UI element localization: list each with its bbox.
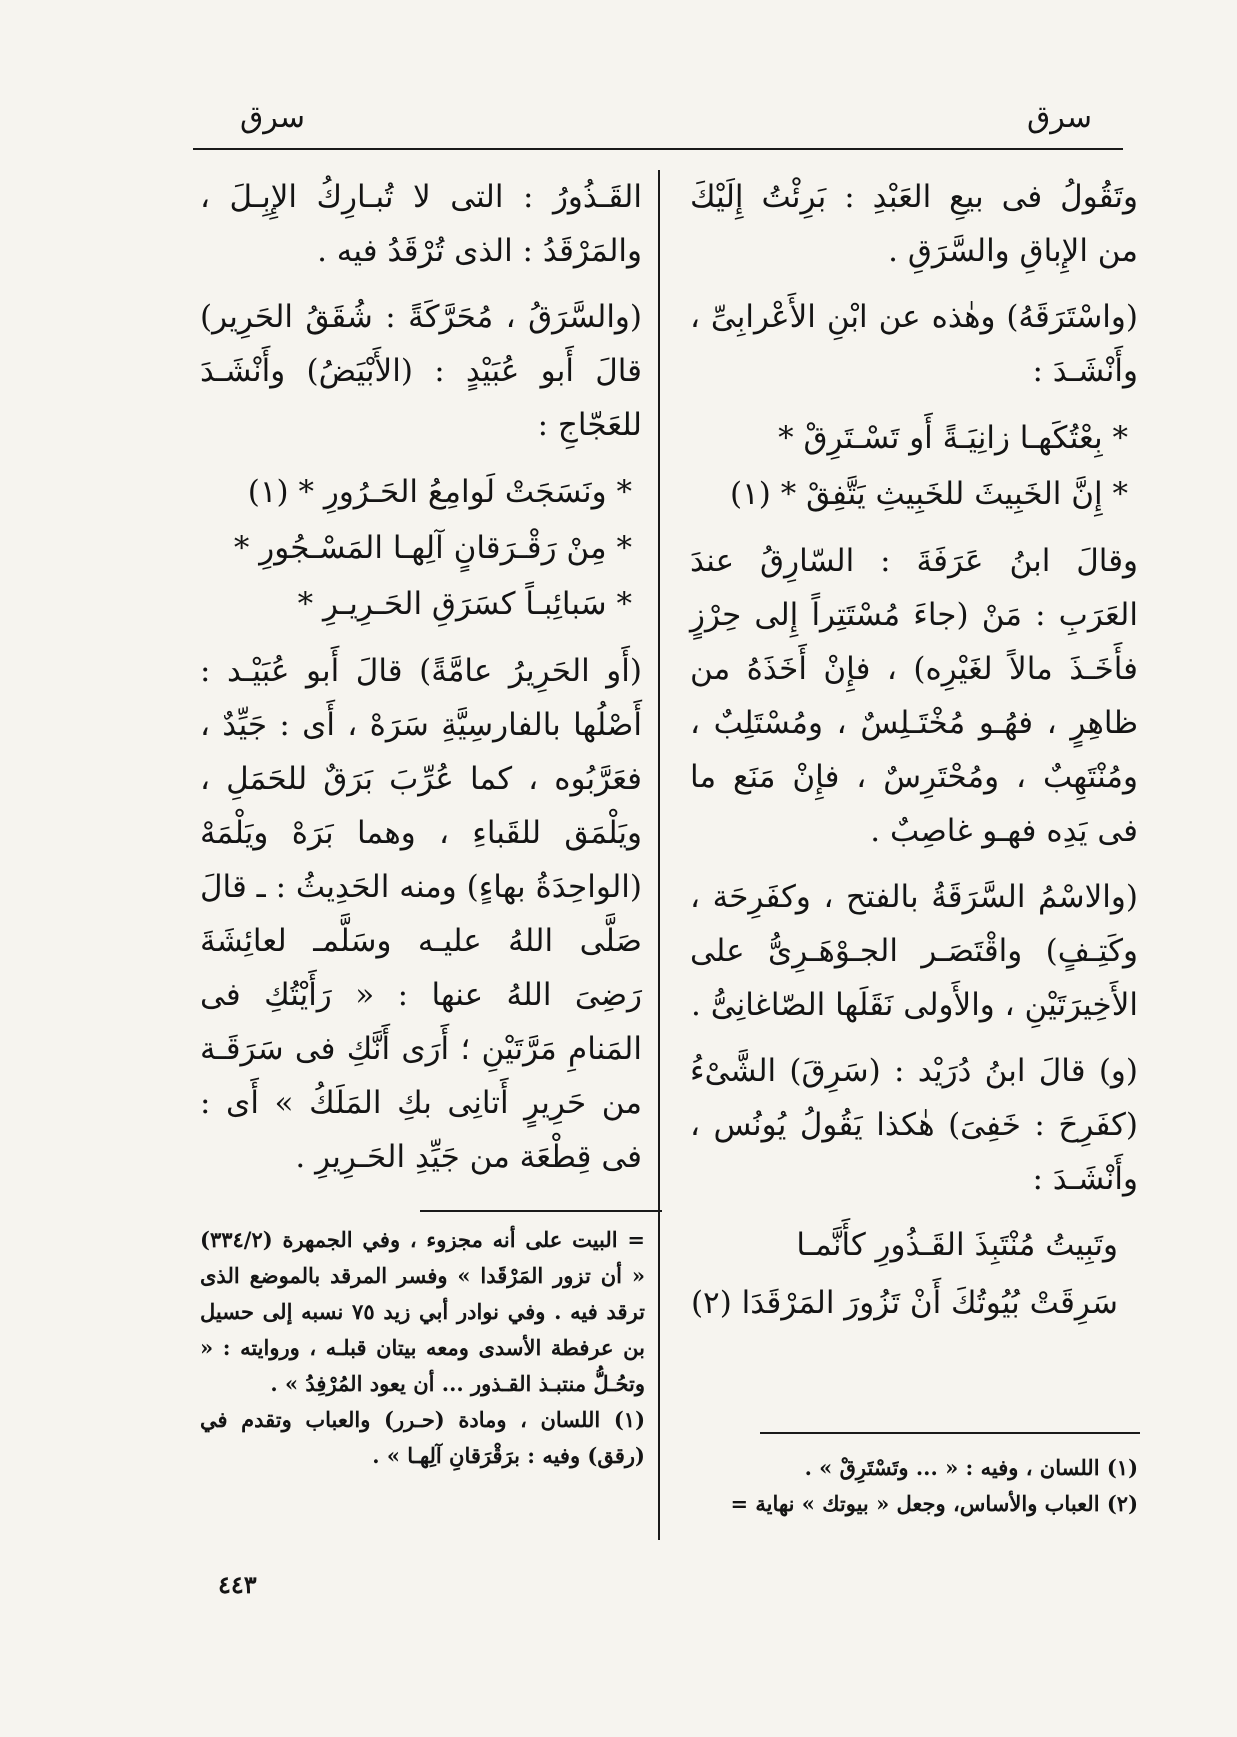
entry-paragraph: (والسَّرَقُ ، مُحَرَّكَةً : شُقَقُ الحَرِير) قالَ أَبو عُبَيْدٍ : (الأَبْيَضُ) وأَنْشَـدَ للعَجّاجِ : — [200, 299, 642, 443]
column-divider — [658, 170, 660, 1540]
footnote-separator-left — [420, 1210, 662, 1212]
running-head-left: سرق — [240, 100, 305, 135]
footnotes-right — [690, 1450, 1138, 1522]
footnote: = البيت على أنه مجزوء ، وفي الجمهرة (٣٣٤/٢) « أن تزور المَرْقَدا » وفسر المرقد بالموضع الذى ترقد فيه . وفي نوادر أبي زيد ٧٥ نسبه إلى حسيل بن عرفطة الأسدى ومعه بيتان قبلـه ، وروايته : « وتحُـلُّ منتبـذ القـذور ... أن يعود المُرْفِدُ » . — [200, 1227, 645, 1396]
footnote-separator-right — [760, 1432, 1140, 1434]
verse-block — [690, 410, 1138, 522]
couplet-hemistich: وتَبِيتُ مُنْتَبِذَ القَـذُورِ كأَنَّمـا — [796, 1227, 1118, 1263]
entry-paragraph: (أَو الحَرِيرُ عامَّةً) قالَ أَبو عُبَيْـد : أَصْلُها بالفارسِيَّةِ سَرَهْ ، أَى : جَيِّدٌ ، فعَرَّبُوه ، كما عُرِّبَ بَرَقٌ للحَمَلِ ، ويَلْمَق للقَباءِ ، وهما بَرَهْ ويَلْمَهْ (الواحِدَةُ بهاءٍ) ومنه الحَدِيثُ : ـ قالَ صَلَّى اللهُ عليـه وسَلَّمـ لعائِشَةَ رَضِىَ اللهُ عنها : « رَأَيْتُكِ فى المَنامِ مَرَّتَيْنِ ؛ أَرَى أَنَّكِ فى سَرَقَـة من حَرِيرٍ أَتانِى بكِ المَلَكُ » أَى : فى قِطْعَة من جَيِّدِ الحَـرِيرِ . — [200, 653, 642, 1175]
couplet-hemistich: سَرِقَتْ بُيُوتُكَ أَنْ تَزُورَ المَرْقَدَا (٢) — [690, 1285, 1118, 1321]
entry-paragraph: وقالَ ابنُ عَرَفَةَ : السّارِقُ عندَ العَرَبِ : مَنْ (جاءَ مُسْتَتِراً إِلى حِرْزٍ فأَخَـذَ مالاً لغَيْرِه) ، فإِنْ أَخَذَهُ من ظاهِرٍ ، فهُـو مُخْتَـلِسٌ ، ومُسْتَلِبٌ ، ومُنْتَهِبٌ ، ومُحْتَرِسٌ ، فإِنْ مَنَع ما فى يَدِه فهـو غاصِبٌ . — [690, 543, 1138, 849]
footnote: (١) اللسان ، ومادة (حـرر) والعباب وتقدم في (رقق) وفيه : برَقْرَقانِ آلِهـا » . — [200, 1407, 645, 1468]
entry-paragraph: (والاسْمُ السَّرَقَةُ بالفتح ، وكفَرِحَة ، وكَتِـفٍ) واقْتَصَـر الجـوْهَـرِىُّ على الأَخِيرَتَيْنِ ، والأَولى نَقَلَها الصّاغانِىُّ . — [690, 879, 1138, 1023]
footnote: (١) اللسان ، وفيه : « ... وتَسْتَرِقْ » . — [804, 1455, 1138, 1480]
verse-line: * مِنْ رَقْـرَقانٍ آلِهـا المَسْـجُورِ * — [233, 530, 632, 566]
verse-line: * بِعْتُكَهـا زانِيَـةً أَو تَسْـتَرِقْ * — [778, 420, 1128, 456]
entry-paragraph: (واسْتَرَقَهُ) وهٰذه عن ابْنِ الأَعْرابِىِّ ، وأَنْشَـدَ : — [690, 299, 1138, 389]
right-column — [690, 170, 1138, 1342]
entry-paragraph: (و) قالَ ابنُ دُرَيْد : (سَرِقَ) الشَّىْءُ (كفَرِحَ : خَفِىَ) هٰكذا يَقُولُ يُونُس ، وأَنْشَـدَ : — [690, 1053, 1138, 1197]
verse-line: * إِنَّ الخَبِيثَ للخَبِيثِ يَتَّفِقْ * (١) — [730, 476, 1128, 512]
header-rule — [193, 148, 1123, 150]
entry-paragraph: وتَقُولُ فى بيعِ العَبْدِ : بَرِئْتُ إِلَيْكَ من الإِباقِ والسَّرَقِ . — [690, 179, 1138, 269]
footnote: (٢) العباب والأساس، وجعل « بيوتك » نهاية = — [730, 1491, 1138, 1516]
page-number: ٤٤٣ — [218, 1570, 257, 1599]
verse-block — [200, 464, 642, 632]
couplet-block — [690, 1218, 1138, 1330]
footnotes-left — [200, 1222, 645, 1474]
left-column — [200, 170, 642, 1196]
verse-line: * ونَسَجَتْ لَوامِعُ الحَـرُورِ * (١) — [247, 474, 632, 510]
entry-paragraph: القَـذُورُ : التى لا تُبـارِكُ الإِبِـلَ ، والمَرْقَدُ : الذى تُرْقَدُ فيه . — [200, 179, 642, 269]
running-head-right: سرق — [1027, 100, 1092, 135]
verse-line: * سَبائِبـاً كسَرَقِ الحَـرِيـرِ * — [297, 586, 632, 622]
